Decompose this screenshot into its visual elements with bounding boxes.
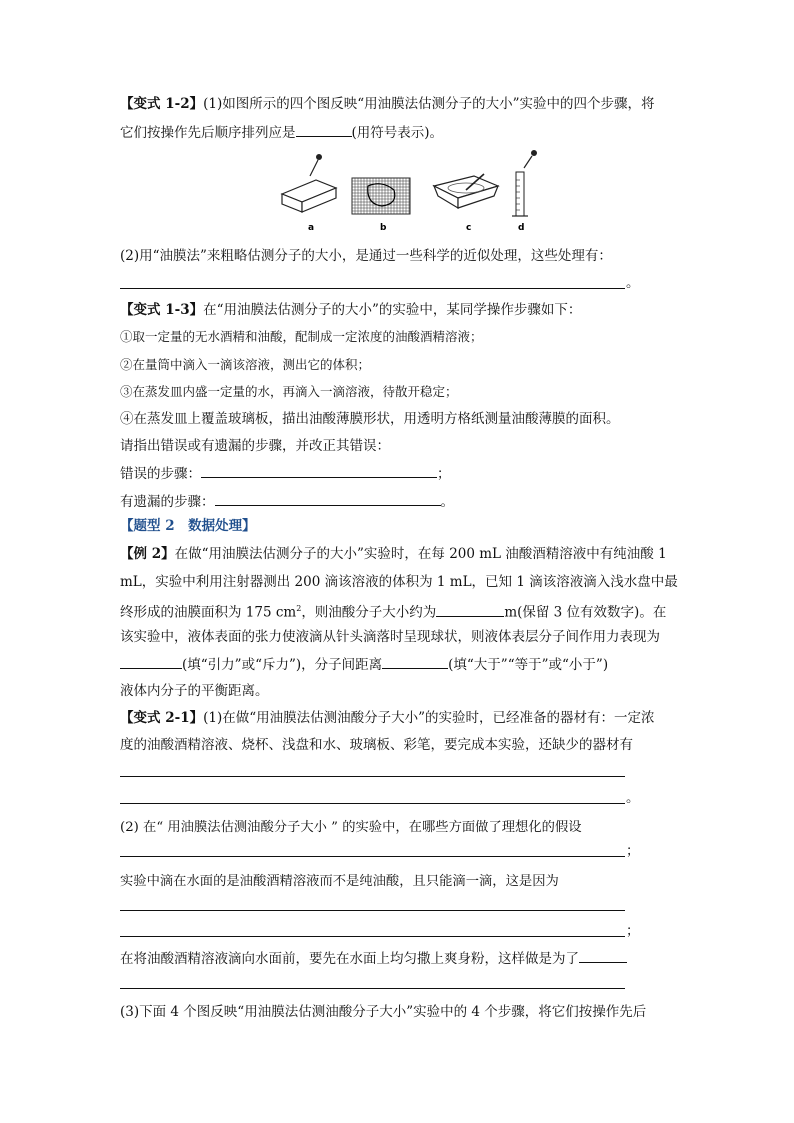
q13-wrong-end: ； [437, 466, 451, 482]
figure-label-c: c [466, 223, 472, 233]
ex2-line1 [120, 544, 667, 564]
ex2-line5 [120, 654, 608, 675]
q21-answer-line6[interactable] [120, 988, 625, 989]
q13-step4: ④在蒸发皿上覆盖玻璃板，描出油酸薄膜形状，用透明方格纸测量油酸薄膜的面积。 [120, 411, 620, 427]
q13-step1: ①取一定量的无水酒精和油酸，配制成一定浓度的油酸酒精溶液； [120, 329, 483, 344]
q21-tag: 【变式 2-1】 [120, 710, 204, 726]
ex2-line4: 该实验中，液体表面的张力使液滴从针头滴落时呈现球状，则液体表层分子间作用力表现为 [120, 629, 660, 645]
q12-line3: (2)用“油膜法”来粗略估测分子的大小，是通过一些科学的近似处理，这些处理有： [120, 248, 612, 264]
q21-line4: 实验中滴在水面的是油酸酒精溶液而不是纯油酸，且只能滴一滴，这是因为 [120, 874, 559, 889]
q21-text1: (1)在做“用油膜法估测油酸分子大小”的实验时，已经准备的器材有：一定浓 [203, 710, 655, 726]
ex2-text3b: ，则油酸分子大小约为 [301, 604, 437, 621]
q12-line2 [120, 122, 443, 143]
figure-c-dish [434, 174, 498, 208]
ex2-text3a: 终形成的油膜面积为 175 cm [120, 604, 297, 621]
ex2-tag: 【例 2】 [120, 546, 175, 562]
q12-text2a: 它们按操作先后顺序排列应是 [120, 125, 296, 141]
figure-label-b: b [380, 223, 387, 233]
figure-b-grid [352, 178, 410, 214]
q13-missing-row [120, 491, 454, 512]
q21-answer-line3[interactable] [120, 856, 625, 857]
q13-missing-label: 有遗漏的步骤： [120, 494, 215, 510]
figure-a-tray [282, 154, 336, 212]
ex2-text5a: (填“引力”或“斥力”)，分子间距离 [182, 657, 383, 673]
q21-answer-line2[interactable] [120, 803, 625, 804]
q12-answer-blank[interactable] [296, 122, 352, 137]
q12-line1 [120, 94, 655, 114]
ex2-distance-blank[interactable] [382, 654, 448, 669]
ex2-line2: mL，实验中利用注射器测出 200 滴该溶液的体积为 1 mL，已知 1 滴该溶液滴入浅水盘中最 [120, 574, 678, 590]
q21-line6: (3)下面 4 个图反映“用油膜法估测油酸分子大小”实验中的 4 个步骤，将它们按操作先后 [120, 1004, 647, 1020]
figure-label-d: d [518, 223, 525, 233]
q21-line3: (2) 在“ 用油膜法估测油酸分子大小 ” 的实验中，在哪些方面做了理想化的假设 [120, 820, 582, 835]
ex2-sup: 2 [296, 604, 302, 613]
q21-powder-blank[interactable] [579, 948, 627, 963]
q21-line5 [120, 948, 627, 969]
q13-missing-blank[interactable] [215, 491, 441, 506]
q13-step3: ③在蒸发皿内盛一定量的水，再滴入一滴溶液，待散开稳定； [120, 384, 458, 399]
q13-ask: 请指出错误或有遗漏的步骤，并改正其错误： [120, 438, 390, 454]
q13-wrong-row [120, 463, 451, 484]
q21-answer-line4[interactable] [120, 910, 625, 911]
q21-end2: 。 [626, 790, 640, 806]
ex2-text3c: m(保留 3 位有效数字)。在 [504, 604, 667, 621]
ex2-line6: 液体内分子的平衡距离。 [120, 683, 269, 699]
q13-tag: 【变式 1-3】 [120, 302, 204, 318]
q21-end3: ； [626, 843, 640, 859]
q13-missing-end: 。 [440, 494, 454, 510]
q12-tag: 【变式 1-2】 [120, 96, 204, 112]
figure-label-a: a [308, 223, 315, 233]
q21-end4: ； [626, 923, 640, 939]
q21-line1 [120, 708, 655, 728]
ex2-size-blank[interactable] [436, 602, 504, 617]
q13-step2: ②在量筒中滴入一滴该溶液，测出它的体积； [120, 357, 371, 372]
q12-text1: (1)如图所示的四个图反映“用油膜法估测分子的大小”实验中的四个步骤，将 [203, 96, 655, 112]
ex2-line3 [120, 599, 666, 623]
figure-d-cylinder [512, 150, 537, 216]
q12-text2b: (用符号表示)。 [351, 125, 444, 141]
q21-line2: 度的油酸酒精溶液、烧杯、浅盘和水、玻璃板、彩笔，要完成本实验，还缺少的器材有 [120, 737, 633, 753]
ex2-force-blank[interactable] [120, 654, 182, 669]
experiment-steps-figure [270, 146, 570, 234]
q13-wrong-label: 错误的步骤： [120, 466, 201, 482]
ex2-text5b: (填“大于”“等于”或“小于”) [448, 657, 609, 673]
q21-answer-line1[interactable] [120, 776, 625, 777]
q13-text1: 在“用油膜法估测分子的大小”的实验中，某同学操作步骤如下： [203, 302, 582, 318]
q13-wrong-blank[interactable] [201, 463, 437, 478]
q21-text5: 在将油酸酒精溶液滴向水面前，要先在水面上均匀撒上爽身粉，这样做是为了 [120, 951, 579, 967]
q21-answer-line5[interactable] [120, 936, 625, 937]
section-heading: 【题型 2 数据处理】 [120, 518, 256, 534]
ex2-text1: 在做“用油膜法估测分子的大小”实验时，在每 200 mL 油酸酒精溶液中有纯油酸 1 [174, 546, 667, 562]
q13-line1 [120, 300, 581, 320]
q12-answer-line[interactable] [120, 288, 625, 289]
q12-end: 。 [626, 275, 640, 291]
